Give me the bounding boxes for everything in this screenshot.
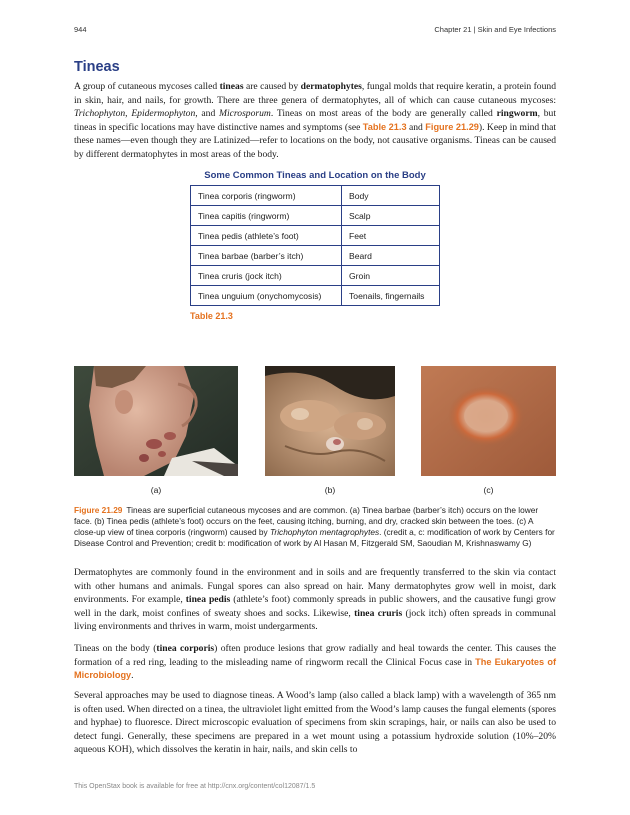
location-cell: Body	[342, 186, 440, 206]
footer: This OpenStax book is available for free at http://cnx.org/content/col12087/1.5	[74, 783, 316, 790]
genus-epidermophyton: Epidermophyton	[131, 108, 196, 119]
panel-label-c: (c)	[483, 485, 494, 495]
location-cell: Beard	[342, 246, 440, 266]
tinea-name-cell: Tinea pedis (athlete’s foot)	[191, 226, 342, 246]
table-row	[191, 266, 440, 286]
text: Several approaches may be used to diagnose tineas. A Wood’s lamp (also called a black lamp) with a wavelength of 365 nm is often used. When directed on a tinea, the ultraviolet light emitted from the Wood’s lamp causes the fungal elements (spores and hyphae) to fluoresce. Direct microscopic evaluation of specimens from skin scrapings, hair, or nails can also be used to detect fungi. Generally, these specimens are prepared in a wet mount using a potassium hydroxide solution (10%–20% aqueous KOH), which dissolves the keratin in hair, nails, and skin cells to	[74, 690, 556, 755]
text: . Tineas on most areas of the body are generally called	[270, 108, 497, 119]
genus-microsporum: Microsporum	[218, 108, 271, 119]
tinea-name-cell: Tinea capitis (ringworm)	[191, 206, 342, 226]
text: ,	[125, 108, 132, 119]
text: ). Keep in mind that these names—even though they are Latinized—refer to locations on the body, not causative organisms. Tineas can be caused by different dermatophytes in most areas of the body.	[74, 121, 557, 160]
text: .	[131, 670, 134, 681]
text: (jock itch) often spreads in communal living environments and thrives in warm, moist undergarments.	[74, 607, 556, 632]
panel-label-b: (b)	[324, 485, 336, 495]
table-row	[191, 246, 440, 266]
paragraph-intro	[74, 80, 556, 161]
page-number: 944	[74, 25, 87, 34]
link-figure-21-29[interactable]: Figure 21.29	[425, 121, 479, 132]
term-tinea-pedis: tinea pedis	[185, 594, 231, 605]
table-title: Some Common Tineas and Location on the Body	[204, 170, 426, 181]
table-label: Table 21.3	[190, 311, 233, 321]
caption-text: Tineas are superficial cutaneous mycoses and are common. (a) Tinea barbae (barber’s itch) occurs on the lower face. (b) Tinea pedis (athlete’s foot) occurs on the feet, causing itching, burning, and dry, cracked skin between the toes. (c) A close-up view of tinea corporis (ringworm) caused by	[74, 505, 539, 537]
section-title: Tineas	[74, 59, 120, 75]
text: Dermatophytes are commonly found in the environment and in soils and are frequently transferred to the skin via contact with other humans and animals. Fungal spores can also spread on hair. Many dermatophytes grow well in moist, dark environments. For example,	[74, 567, 556, 605]
text: , and	[195, 108, 219, 119]
paragraph-tinea-corporis	[74, 642, 556, 683]
location-cell: Scalp	[342, 206, 440, 226]
paragraph-diagnosis	[74, 689, 556, 757]
link-table-21-3[interactable]: Table 21.3	[362, 121, 407, 132]
text: A group of cutaneous mycoses called	[74, 81, 220, 92]
genus-trichophyton: Trichophyton	[74, 108, 126, 119]
caption-species: Trichophyton mentagrophytes	[269, 527, 380, 537]
photo-tinea-corporis	[421, 366, 556, 476]
term-dermatophytes: dermatophytes	[300, 81, 362, 92]
location-cell: Groin	[342, 266, 440, 286]
text: , but tineas in specific locations may have distinctive names and symptoms (see	[74, 108, 556, 133]
table-row	[191, 186, 440, 206]
location-cell: Feet	[342, 226, 440, 246]
tinea-name-cell: Tinea corporis (ringworm)	[191, 186, 342, 206]
link-eukaryotes-of-microbiology[interactable]: The Eukaryotes of Microbiology	[74, 656, 556, 680]
tinea-name-cell: Tinea unguium (onychomycosis)	[191, 286, 342, 306]
panel-label-a: (a)	[150, 485, 162, 495]
text: ) often produce lesions that grow radially and heal towards the center. This causes the formation of a red ring, leading to the misleading name of ringworm recall the Clinical Focus case in	[74, 643, 556, 668]
table-row	[191, 206, 440, 226]
tinea-table	[190, 185, 440, 306]
photo-tinea-pedis	[265, 366, 395, 476]
term-tineas: tineas	[219, 81, 244, 92]
term-tinea-corporis: tinea corporis	[156, 643, 215, 654]
paragraph-dermatophytes	[74, 566, 556, 634]
figure-label: Figure 21.29	[74, 505, 123, 515]
location-cell: Toenails, fingernails	[342, 286, 440, 306]
tinea-table-body	[191, 186, 440, 306]
term-tinea-cruris: tinea cruris	[354, 607, 403, 619]
text: and	[406, 121, 426, 133]
table-row	[191, 286, 440, 306]
term-ringworm: ringworm	[496, 108, 538, 119]
caption-text: . (credit a, c: modification of work by Centers for Disease Control and Prevention; credit b: modification of work by Al Hasan M, Fitzgerald SM, Saoudian M, Krishnaswamy G)	[74, 527, 555, 548]
chapter-title: Chapter 21 | Skin and Eye Infections	[434, 25, 556, 34]
text: (athlete’s foot) commonly spreads in public showers, and the causative fungi grow well in the dark, moist confines of sweaty shoes and socks. Likewise,	[74, 594, 556, 619]
tinea-name-cell: Tinea barbae (barber’s itch)	[191, 246, 342, 266]
figure-caption	[74, 505, 556, 549]
text: , fungal molds that require keratin, a protein found in skin, hair, and nails, for growth. There are three genera of dermatophytes, all of which can cause cutaneous mycoses:	[74, 81, 556, 106]
tinea-name-cell: Tinea cruris (jock itch)	[191, 266, 342, 286]
photo-tinea-barbae	[74, 366, 238, 476]
text: are caused by	[243, 81, 301, 92]
text: Tineas on the body (	[74, 643, 157, 654]
table-row	[191, 226, 440, 246]
